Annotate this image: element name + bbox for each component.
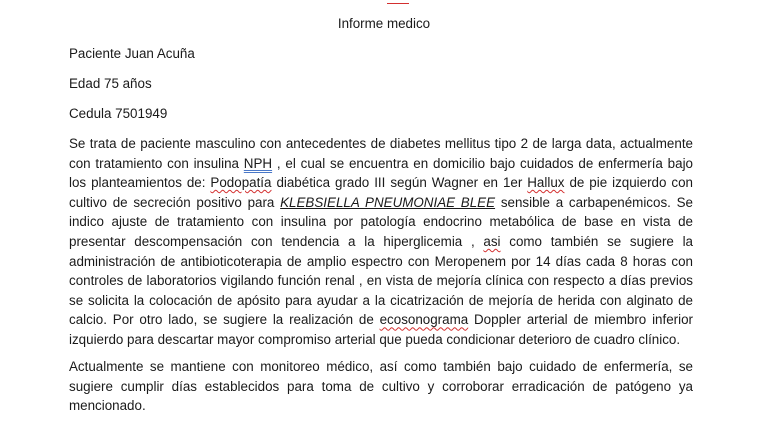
text-run: diabética grado III según Wagner en 1er	[271, 175, 528, 191]
text-run: Doppler arterial de miembro inferior izquierdo para descartar mayor compromiso arterial que pueda condicionar deterioro de cuadro clínico.	[69, 312, 693, 347]
document-title: Informe medico	[337, 16, 431, 31]
report-paragraph-2: Actualmente se mantiene con monitoreo médico, así como también bajo cuidado de enfermería, se sugiere cumplir días establecidos para toma de cultivo y corroborar erradicación de patógeno ya mencionado.	[69, 359, 693, 414]
grammar-flag-nph: NPH	[243, 155, 273, 171]
text-run: , el cual se encuentra en domicilio bajo cuidados de enfermería bajo los planteamientos de:	[69, 155, 693, 191]
text-run: Se trata de paciente masculino con antecedentes de diabetes mellitus tipo 2 de larga data, actualmente con tratamiento con insulina	[69, 136, 693, 171]
spellcheck-mark	[387, 0, 409, 4]
text-run: sensible a carbapenémicos. Se indico ajuste de tratamiento con insulina por patología endocrino metabólica de base en vista de presentar descompensación con tendencia a la hiperglicemia ,	[69, 194, 693, 249]
text-run: de pie izquierdo con cultivo de secreción positivo para	[69, 175, 693, 210]
spellcheck-flag-hallux: Hallux	[527, 175, 565, 191]
patient-id-line: Cedula 7501949	[69, 106, 168, 121]
spellcheck-flag-asi: asi	[483, 233, 501, 249]
report-paragraph-1	[69, 134, 693, 350]
text-run: como también se sugiere la administración de antibioticoterapia de amplio espectro con Meropenem por 14 días cada 8 horas con controles de laboratorios vigilando función renal , en vista de mejoría clínica con respecto a días previos se solicita la colocación de apósito para ayudar a la cicatrización de mejoría de herida con alginato de calcio. Por otro lado, se sugiere la realización de	[69, 233, 693, 328]
spellcheck-flag-ecosonograma: ecosonograma	[379, 312, 469, 328]
spellcheck-flag-podopatia: Podopatía	[210, 175, 272, 191]
patient-age-line: Edad 75 años	[69, 76, 152, 91]
organism-name: KLEBSIELLA PNEUMONIAE BLEE	[280, 194, 496, 210]
patient-name-line: Paciente Juan Acuña	[69, 46, 195, 61]
